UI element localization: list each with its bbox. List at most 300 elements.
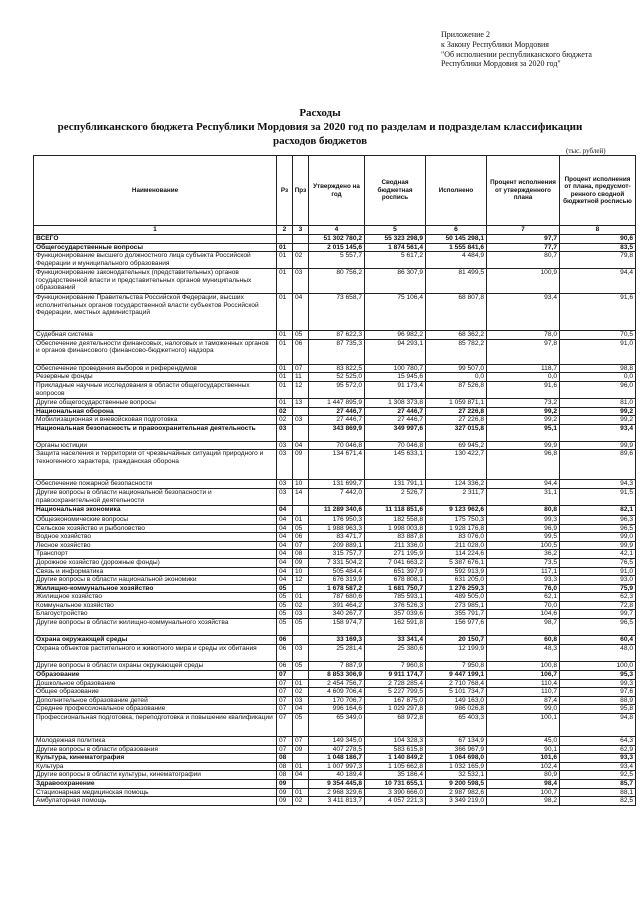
row-approved: 676 319,9 [309,576,365,585]
row-pct-approved: 95,1 [487,424,560,441]
row-executed: 327 015,8 [426,424,487,441]
table-row [34,524,636,533]
row-summary: 55 323 298,9 [365,235,426,244]
row-summary: 162 591,8 [365,619,426,636]
row-approved: 170 706,7 [309,696,365,705]
row-name: Лесное хозяйство [34,541,277,550]
row-rz: 01 [277,381,293,398]
row-prz: 05 [293,331,309,340]
row-summary: 70 046,8 [365,441,426,450]
row-pct-summary: 72,8 [560,601,636,610]
row-name: Общеэкономические вопросы [34,515,277,524]
row-pct-approved: 36,2 [487,550,560,559]
row-pct-approved: 80,9 [487,771,560,780]
row-prz: 01 [293,762,309,771]
row-approved: 1 007 997,3 [309,762,365,771]
row-rz: 03 [277,441,293,450]
row-executed: 1 276 259,3 [426,584,487,593]
table-row [34,584,636,593]
appendix-line: "Об исполнении республиканского бюджета [441,49,592,59]
row-name: Транспорт [34,550,277,559]
row-name: Коммунальное хозяйство [34,601,277,610]
row-approved: 134 671,4 [309,450,365,480]
row-executed: 1 555 841,6 [426,243,487,252]
table-row [34,636,636,645]
table-row [34,252,636,269]
row-rz: 01 [277,364,293,373]
row-pct-summary: 62,3 [560,593,636,602]
row-rz: 03 [277,488,293,505]
row-name: Жилищное хозяйство [34,593,277,602]
title-line: республиканского бюджета Республики Мордовия за 2020 год по разделам и подразделам классификации [57,121,583,133]
row-name: Обеспечение деятельности финансовых, налоговых и таможенных органов и органов финансового (финансово-бюджетного) надзора [34,339,277,364]
row-name: Профессиональная подготовка, переподготовка и повышение квалификации [34,714,277,737]
row-prz [293,584,309,593]
row-executed: 211 028,0 [426,541,487,550]
row-pct-summary: 93,3 [560,754,636,763]
row-rz [277,235,293,244]
row-approved: 5 557,7 [309,252,365,269]
row-pct-summary: 95,3 [560,671,636,680]
row-name: Судебная система [34,331,277,340]
row-prz [293,636,309,645]
row-pct-summary: 93,0 [560,576,636,585]
row-rz: 01 [277,252,293,269]
row-name: Общее образование [34,688,277,697]
row-name: Жилищно-коммунальное хозяйство [34,584,277,593]
row-pct-summary: 82,5 [560,797,636,806]
row-summary: 3 390 666,0 [365,788,426,797]
row-pct-summary: 83,5 [560,243,636,252]
row-pct-approved: 98,4 [487,780,560,789]
row-approved: 27 446,7 [309,416,365,425]
row-pct-summary: 96,0 [560,381,636,398]
row-executed: 5 101 734,7 [426,688,487,697]
table-row [34,550,636,559]
row-executed: 12 199,9 [426,645,487,662]
row-prz: 02 [293,601,309,610]
table-row [34,780,636,789]
row-rz: 01 [277,331,293,340]
row-executed: 7 950,8 [426,662,487,671]
row-name: Другие вопросы в области жилищно-коммунального хозяйства [34,619,277,636]
row-approved: 176 950,3 [309,515,365,524]
row-executed: 2 710 768,4 [426,679,487,688]
row-prz [293,235,309,244]
row-prz: 12 [293,576,309,585]
row-pct-approved: 93,4 [487,294,560,331]
row-executed: 87 526,8 [426,381,487,398]
row-summary: 145 633,1 [365,450,426,480]
row-pct-summary: 91,6 [560,294,636,331]
row-rz: 04 [277,515,293,524]
row-pct-approved: 0,0 [487,373,560,382]
row-name: Другие вопросы в области культуры, кинематографии [34,771,277,780]
row-prz: 14 [293,488,309,505]
row-pct-summary: 91,0 [560,567,636,576]
row-approved: 315 757,7 [309,550,365,559]
row-executed: 9 447 199,1 [426,671,487,680]
row-pct-summary: 99,2 [560,416,636,425]
row-approved: 391 464,2 [309,601,365,610]
row-summary: 5 227 799,5 [365,688,426,697]
row-pct-summary: 89,6 [560,450,636,480]
row-pct-approved: 100,1 [487,714,560,737]
row-prz [293,780,309,789]
row-pct-approved: 99,2 [487,416,560,425]
row-prz: 02 [293,252,309,269]
table-row [34,797,636,806]
row-pct-summary: 0,0 [560,373,636,382]
row-name: Дополнительное образование детей [34,696,277,705]
column-number: 7 [487,226,560,235]
row-pct-approved: 91,6 [487,381,560,398]
row-name: Функционирование высшего должностного лица субъекта Российской Федерации и муниципального образования [34,252,277,269]
row-approved: 70 046,8 [309,441,365,450]
row-summary: 376 526,3 [365,601,426,610]
column-number: 8 [560,226,636,235]
row-executed: 175 750,3 [426,515,487,524]
row-pct-approved: 87,4 [487,696,560,705]
row-summary: 1 874 561,4 [365,243,426,252]
row-pct-summary: 85,7 [560,780,636,789]
table-row [34,541,636,550]
row-name: Охрана окружающей среды [34,636,277,645]
row-pct-approved: 99,9 [487,441,560,450]
row-rz: 04 [277,567,293,576]
appendix-line: Приложение 2 [441,30,490,39]
row-prz [293,671,309,680]
row-name: Прикладные научные исследования в области общегосударственных вопросов [34,381,277,398]
row-executed: 273 985,1 [426,601,487,610]
table-row [34,567,636,576]
row-summary: 167 875,0 [365,696,426,705]
row-approved: 131 699,7 [309,480,365,489]
row-approved: 7 331 504,2 [309,558,365,567]
row-name: ВСЕГО [34,235,277,244]
row-summary: 75 106,4 [365,294,426,331]
row-executed: 631 205,0 [426,576,487,585]
row-rz: 03 [277,450,293,480]
row-pct-summary: 88,9 [560,696,636,705]
row-rz: 05 [277,619,293,636]
row-name: Стационарная медицинская помощь [34,788,277,797]
table-row [34,243,636,252]
row-executed: 81 499,5 [426,269,487,294]
row-rz: 05 [277,593,293,602]
row-rz: 02 [277,407,293,416]
row-name: Амбулаторная помощь [34,797,277,806]
row-pct-summary: 99,9 [560,441,636,450]
table-row [34,398,636,407]
header-pct-approved: Процент исполнения от утвержденного плана [487,156,560,226]
row-rz: 04 [277,576,293,585]
row-summary: 7 041 663,2 [365,558,426,567]
row-name: Культура [34,762,277,771]
column-number: 3 [293,226,309,235]
row-rz: 07 [277,671,293,680]
column-number: 1 [34,226,277,235]
row-rz: 04 [277,505,293,515]
expenditure-table [33,155,636,806]
table-row [34,269,636,294]
table-row [34,745,636,754]
row-summary: 1 105 662,8 [365,762,426,771]
row-executed: 99 507,0 [426,364,487,373]
row-prz: 12 [293,381,309,398]
row-approved: 83 471,7 [309,533,365,542]
row-rz: 09 [277,797,293,806]
header-executed: Исполнено [426,156,487,226]
row-pct-summary: 98,8 [560,364,636,373]
row-prz [293,243,309,252]
table-body [34,235,636,806]
row-pct-approved: 78,0 [487,331,560,340]
row-summary: 96 982,2 [365,331,426,340]
row-summary: 651 397,9 [365,567,426,576]
row-executed: 5 387 676,1 [426,558,487,567]
row-executed: 68 807,8 [426,294,487,331]
appendix-line: к Закону Республики Мордовия [441,39,549,49]
appendix-note [441,30,631,69]
row-executed: 85 782,2 [426,339,487,364]
row-rz: 08 [277,754,293,763]
row-rz: 03 [277,480,293,489]
row-rz: 09 [277,788,293,797]
row-summary: 357 039,6 [365,610,426,619]
row-executed: 68 362,2 [426,331,487,340]
row-pct-summary: 64,3 [560,737,636,746]
header-summary: Сводная бюджетная роспись [365,156,426,226]
row-pct-summary: 96,5 [560,619,636,636]
row-rz: 07 [277,737,293,746]
row-pct-approved: 99,5 [487,533,560,542]
row-rz: 02 [277,416,293,425]
column-number-row [34,226,636,235]
row-executed: 592 913,9 [426,567,487,576]
table-row [34,294,636,331]
row-summary: 10 731 655,1 [365,780,426,789]
row-prz: 03 [293,416,309,425]
row-executed: 27 226,8 [426,407,487,416]
row-pct-approved: 106,7 [487,671,560,680]
row-pct-approved: 110,7 [487,688,560,697]
row-prz: 03 [293,645,309,662]
title-line: Расходы [299,107,341,119]
row-executed: 50 145 298,1 [426,235,487,244]
row-prz: 04 [293,294,309,331]
row-prz: 03 [293,610,309,619]
row-prz: 07 [293,737,309,746]
row-pct-summary: 99,7 [560,610,636,619]
row-approved: 40 189,4 [309,771,365,780]
table-row [34,679,636,688]
row-pct-summary: 99,0 [560,533,636,542]
row-summary: 182 558,8 [365,515,426,524]
row-prz: 03 [293,269,309,294]
row-approved: 2 015 145,6 [309,243,365,252]
row-approved: 158 974,7 [309,619,365,636]
row-prz [293,754,309,763]
row-name: Другие вопросы в области национальной экономики [34,576,277,585]
row-approved: 1 678 587,2 [309,584,365,593]
row-prz [293,424,309,441]
row-pct-summary: 60,4 [560,636,636,645]
row-prz: 07 [293,364,309,373]
row-summary: 349 997,6 [365,424,426,441]
row-prz: 03 [293,696,309,705]
row-prz: 06 [293,533,309,542]
table-row [34,416,636,425]
row-executed: 1 928 176,8 [426,524,487,533]
column-number: 2 [277,226,293,235]
row-summary: 83 887,8 [365,533,426,542]
row-pct-summary: 94,8 [560,714,636,737]
row-rz: 08 [277,762,293,771]
row-name: Мобилизационная и вневойсковая подготовка [34,416,277,425]
row-rz: 07 [277,714,293,737]
table-row [34,645,636,662]
row-rz: 04 [277,550,293,559]
row-approved: 787 680,6 [309,593,365,602]
table-row [34,737,636,746]
row-name: Национальная экономика [34,505,277,515]
table-row [34,533,636,542]
row-rz: 05 [277,610,293,619]
row-rz: 06 [277,662,293,671]
row-pct-approved: 99,3 [487,515,560,524]
row-name: Национальная оборона [34,407,277,416]
table-row [34,450,636,480]
row-rz: 01 [277,269,293,294]
row-approved: 2 968 329,6 [309,788,365,797]
row-approved: 51 302 780,2 [309,235,365,244]
row-executed: 9 200 598,5 [426,780,487,789]
row-name: Обеспечение пожарной безопасности [34,480,277,489]
row-prz: 09 [293,450,309,480]
column-number: 6 [426,226,487,235]
header-rz: Рз [277,156,293,226]
row-rz: 04 [277,533,293,542]
row-name: Водное хозяйство [34,533,277,542]
table-row [34,619,636,636]
row-summary: 7 960,8 [365,662,426,671]
row-name: Среднее профессиональное образование [34,705,277,714]
row-approved: 4 609 706,4 [309,688,365,697]
row-summary: 86 307,9 [365,269,426,294]
row-summary: 2 526,7 [365,488,426,505]
row-rz: 05 [277,584,293,593]
row-prz: 01 [293,788,309,797]
table-row [34,424,636,441]
row-executed: 4 484,9 [426,252,487,269]
row-executed: 1 064 698,0 [426,754,487,763]
row-pct-approved: 60,8 [487,636,560,645]
table-row [34,407,636,416]
row-rz: 01 [277,373,293,382]
row-executed: 27 226,8 [426,416,487,425]
row-name: Функционирование Правительства Российской Федерации, высших исполнительных органов государственной власти субъектов Российской Федерации, местных администраций [34,294,277,331]
row-name: Общегосударственные вопросы [34,243,277,252]
row-pct-approved: 77,7 [487,243,560,252]
row-rz: 04 [277,541,293,550]
row-executed: 3 349 219,0 [426,797,487,806]
row-pct-approved: 80,7 [487,252,560,269]
row-prz: 01 [293,515,309,524]
row-approved: 25 281,4 [309,645,365,662]
row-pct-summary: 75,9 [560,584,636,593]
row-pct-summary: 91,5 [560,488,636,505]
row-pct-approved: 73,5 [487,558,560,567]
row-approved: 73 658,7 [309,294,365,331]
row-pct-summary: 82,1 [560,505,636,515]
row-prz [293,407,309,416]
row-pct-approved: 117,1 [487,567,560,576]
row-name: Другие вопросы в области охраны окружающей среды [34,662,277,671]
row-summary: 211 336,0 [365,541,426,550]
row-executed: 114 224,6 [426,550,487,559]
row-approved: 2 454 756,7 [309,679,365,688]
row-pct-summary: 48,0 [560,645,636,662]
row-approved: 65 349,0 [309,714,365,737]
row-executed: 65 403,3 [426,714,487,737]
row-pct-approved: 96,8 [487,450,560,480]
row-summary: 583 615,8 [365,745,426,754]
row-summary: 5 617,2 [365,252,426,269]
row-prz: 06 [293,339,309,364]
row-name: Культура, кинематография [34,754,277,763]
row-summary: 4 057 221,3 [365,797,426,806]
row-rz: 08 [277,771,293,780]
row-name: Дорожное хозяйство (дорожные фонды) [34,558,277,567]
row-prz: 09 [293,745,309,754]
row-summary: 2 728 285,4 [365,679,426,688]
row-summary: 1 029 297,8 [365,705,426,714]
row-approved: 7 887,9 [309,662,365,671]
row-pct-summary: 96,5 [560,524,636,533]
row-pct-approved: 98,7 [487,619,560,636]
row-executed: 2 311,7 [426,488,487,505]
row-prz: 08 [293,550,309,559]
row-prz: 02 [293,797,309,806]
row-pct-summary: 62,9 [560,745,636,754]
row-pct-approved: 101,6 [487,754,560,763]
row-pct-summary: 90,6 [560,235,636,244]
row-pct-summary: 91,0 [560,339,636,364]
header-pct-summary: Процент исполнения от плана, предусмот-ренного сводной бюджетной росписью [560,156,636,226]
row-approved: 996 164,6 [309,705,365,714]
row-rz: 05 [277,601,293,610]
table-row [34,601,636,610]
table-row [34,381,636,398]
row-pct-approved: 62,1 [487,593,560,602]
row-pct-approved: 100,5 [487,541,560,550]
row-prz: 01 [293,593,309,602]
row-pct-summary: 70,5 [560,331,636,340]
row-pct-approved: 45,0 [487,737,560,746]
row-pct-summary: 79,8 [560,252,636,269]
header-approved: Утверждено на год [309,156,365,226]
header-name: Наименование [34,156,277,226]
row-summary: 94 293,1 [365,339,426,364]
row-name: Охрана объектов растительного и животного мира и среды их обитания [34,645,277,662]
row-approved: 1 048 186,7 [309,754,365,763]
row-pct-approved: 70,0 [487,601,560,610]
row-name: Органы юстиции [34,441,277,450]
row-approved: 1 447 895,9 [309,398,365,407]
row-approved: 343 869,9 [309,424,365,441]
row-pct-approved: 104,6 [487,610,560,619]
